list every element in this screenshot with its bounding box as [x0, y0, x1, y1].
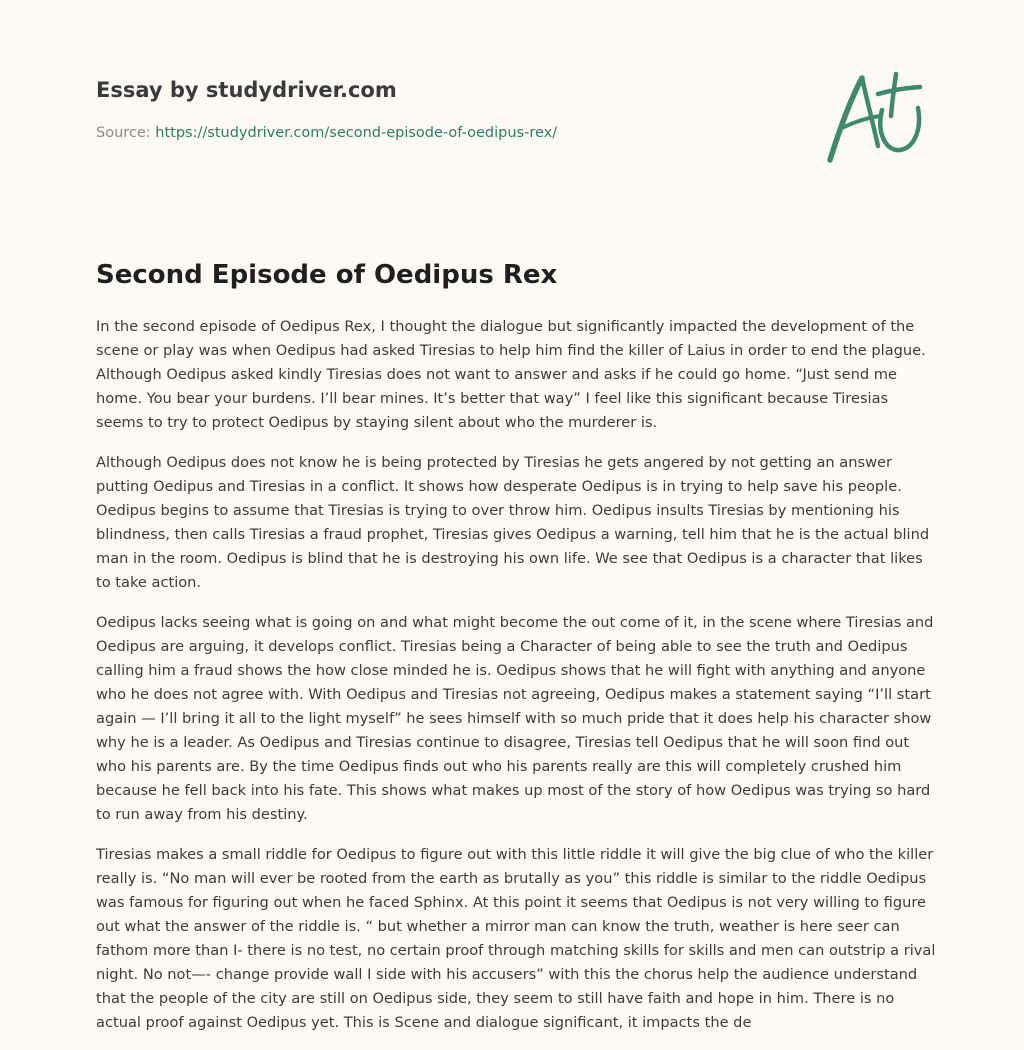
paragraph: Tiresias makes a small riddle for Oedipus to figure out with this little riddle it will give the big clue of who the killer really is. “No man will ever be rooted from the earth as brutally as you” this riddle is similar to the riddle Oedipus was famous for figuring out when he faced Sphinx. At this point it seems that Oedipus is not very willing to figure out what the answer of the riddle is. “ but whether a mirror man can know the truth, weather is here seer can fathom more than I- there is no test, no certain proof through matching skills for skills and men can outstrip a rival night. No not—- change provide wall I side with his accusers” with this the chorus help the audience understand that the people of the city are still on Oedipus side, they seem to still have faith and hope in him. There is no actual proof against Oedipus yet. This is Scene and dialogue significant, it impacts the de	[96, 846, 936, 1031]
a-plus-logo-icon	[820, 66, 930, 166]
source-line	[96, 123, 796, 143]
page-title: Second Episode of Oedipus Rex	[96, 260, 558, 290]
essay-body	[96, 315, 936, 1050]
source-link[interactable]: https://studydriver.com/second-episode-of-oedipus-rex/	[155, 125, 558, 141]
paragraph: Oedipus lacks seeing what is going on and what might become the out come of it, in the scene where Tiresias and Oedipus are arguing, it develops conflict. Tiresias being a Character of being able to see the truth and Oedipus calling him a fraud shows the how close minded he is. Oedipus shows that he will fight with anything and anyone who he does not agree with. With Oedipus and Tiresias not agreeing, Oedipus makes a statement saying “I’ll start again — I’ll bring it all to the light myself” he sees himself with so much pride that it does help his character show why he is a leader. As Oedipus and Tiresias continue to disagree, Tiresias tell Oedipus that he will soon find out who his parents are. By the time Oedipus finds out who his parents really are this will completely crushed him because he fell back into his fate. This shows what makes up most of the story of how Oedipus was trying so hard to run away from his destiny.	[96, 614, 934, 823]
essay-by-heading: Essay by studydriver.com	[96, 78, 397, 102]
source-label: Source:	[96, 125, 156, 141]
essay-header	[96, 76, 796, 143]
a-plus-logo-graphic	[820, 66, 930, 166]
paragraph: In the second episode of Oedipus Rex, I thought the dialogue but significantly impacted the development of the scene or play was when Oedipus had asked Tiresias to help him find the killer of Laius in order to end the plague. Although Oedipus asked kindly Tiresias does not want to answer and asks if he could go home. “Just send me home. You bear your burdens. I’ll bear mines. It’s better that way” I feel like this significant because Tiresias seems to try to protect Oedipus by staying silent about who the murderer is.	[96, 318, 926, 431]
paragraph: Although Oedipus does not know he is being protected by Tiresias he gets angered by not getting an answer putting Oedipus and Tiresias in a conflict. It shows how desperate Oedipus is in trying to help save his people. Oedipus begins to assume that Tiresias is trying to over throw him. Oedipus insults Tiresias by mentioning his blindness, then calls Tiresias a fraud prophet, Tiresias gives Oedipus a warning, tell him that he is the actual blind man in the room. Oedipus is blind that he is destroying his own life. We see that Oedipus is a character that likes to take action.	[96, 454, 930, 591]
